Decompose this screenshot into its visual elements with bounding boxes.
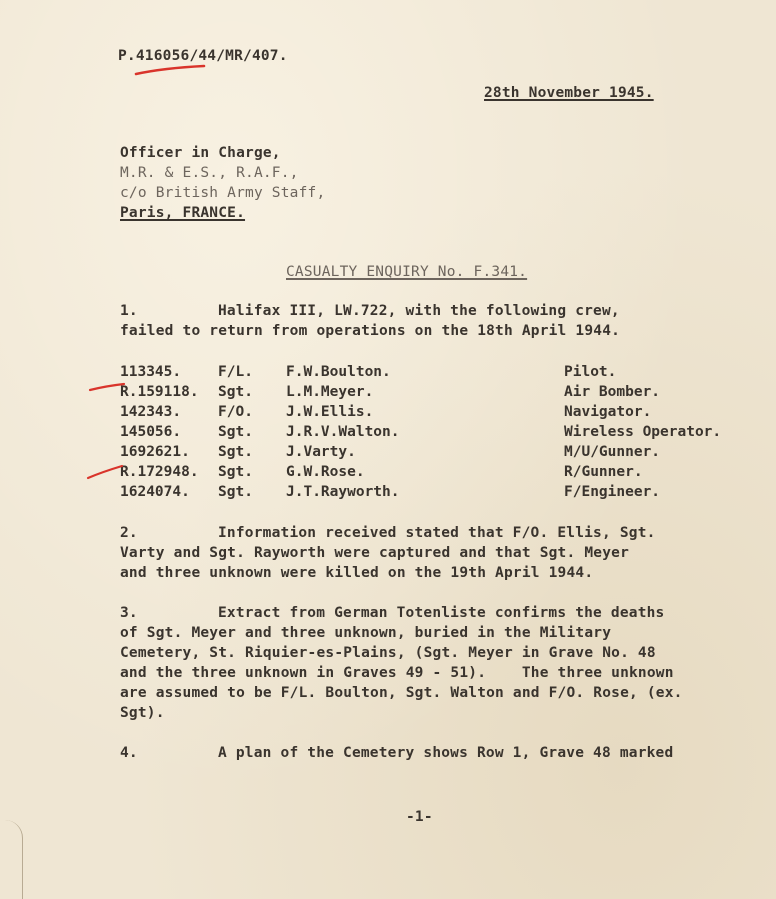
crew-role: F/Engineer. (564, 484, 661, 500)
crew-name: J.W.Ellis. (286, 404, 374, 420)
crew-name: F.W.Boulton. (286, 364, 391, 380)
crew-service-number: 1624074. (120, 484, 190, 500)
para-1-number: 1. (120, 303, 138, 319)
crew-name: J.R.V.Walton. (286, 424, 400, 440)
crew-role: Air Bomber. (564, 384, 661, 400)
para-3-number: 3. (120, 605, 138, 621)
address-line-2: M.R. & E.S., R.A.F., (120, 165, 299, 181)
reference-number: P.416056/44/MR/407. (118, 48, 288, 64)
crew-service-number: R.172948. (120, 464, 199, 480)
subject-heading: CASUALTY ENQUIRY No. F.341. (286, 264, 528, 280)
para-3-line-3: Cemetery, St. Riquier-es-Plains, (Sgt. Meyer in Grave No. 48 (120, 645, 656, 661)
para-4-number: 4. (120, 745, 138, 761)
crew-name: J.Varty. (286, 444, 356, 460)
para-1-line-2: failed to return from operations on the 18th April 1944. (120, 323, 621, 339)
crew-rank: Sgt. (218, 424, 253, 440)
crew-rank: F/L. (218, 364, 253, 380)
para-3-line-4: and the three unknown in Graves 49 - 51). The three unknown (120, 665, 674, 681)
crew-service-number: R.159118. (120, 384, 199, 400)
crew-name: L.M.Meyer. (286, 384, 374, 400)
para-3-line-2: of Sgt. Meyer and three unknown, buried in the Military (120, 625, 612, 641)
crew-role: M/U/Gunner. (564, 444, 661, 460)
page-number: -1- (406, 809, 433, 825)
para-2-line-1: Information received stated that F/O. Ellis, Sgt. (218, 525, 656, 541)
address-line-1: Officer in Charge, (120, 145, 281, 161)
crew-service-number: 145056. (120, 424, 182, 440)
para-1-line-1: Halifax III, LW.722, with the following crew, (218, 303, 620, 319)
para-3-line-1: Extract from German Totenliste confirms the deaths (218, 605, 665, 621)
crew-role: Pilot. (564, 364, 617, 380)
para-2-line-3: and three unknown were killed on the 19th April 1944. (120, 565, 594, 581)
crew-name: G.W.Rose. (286, 464, 365, 480)
para-2-line-2: Varty and Sgt. Rayworth were captured and that Sgt. Meyer (120, 545, 629, 561)
crew-service-number: 142343. (120, 404, 182, 420)
crew-service-number: 1692621. (120, 444, 190, 460)
para-4-line-1: A plan of the Cemetery shows Row 1, Grave 48 marked (218, 745, 674, 761)
crew-service-number: 113345. (120, 364, 182, 380)
para-3-line-5: are assumed to be F/L. Boulton, Sgt. Walton and F/O. Rose, (ex. (120, 685, 683, 701)
crew-role: Wireless Operator. (564, 424, 722, 440)
red-tick-mark (86, 462, 126, 482)
red-tick-mark (88, 380, 128, 394)
crew-rank: Sgt. (218, 484, 253, 500)
page-edge-curl (0, 820, 23, 899)
para-3-line-6: Sgt). (120, 705, 165, 721)
address-line-3: c/o British Army Staff, (120, 185, 326, 201)
crew-rank: Sgt. (218, 384, 253, 400)
crew-rank: F/O. (218, 404, 253, 420)
para-2-number: 2. (120, 525, 138, 541)
crew-rank: Sgt. (218, 464, 253, 480)
letter-date: 28th November 1945. (484, 85, 654, 101)
red-underline-mark (134, 64, 206, 78)
crew-rank: Sgt. (218, 444, 253, 460)
crew-role: R/Gunner. (564, 464, 643, 480)
crew-name: J.T.Rayworth. (286, 484, 400, 500)
crew-role: Navigator. (564, 404, 652, 420)
address-line-4: Paris, FRANCE. (120, 205, 246, 221)
